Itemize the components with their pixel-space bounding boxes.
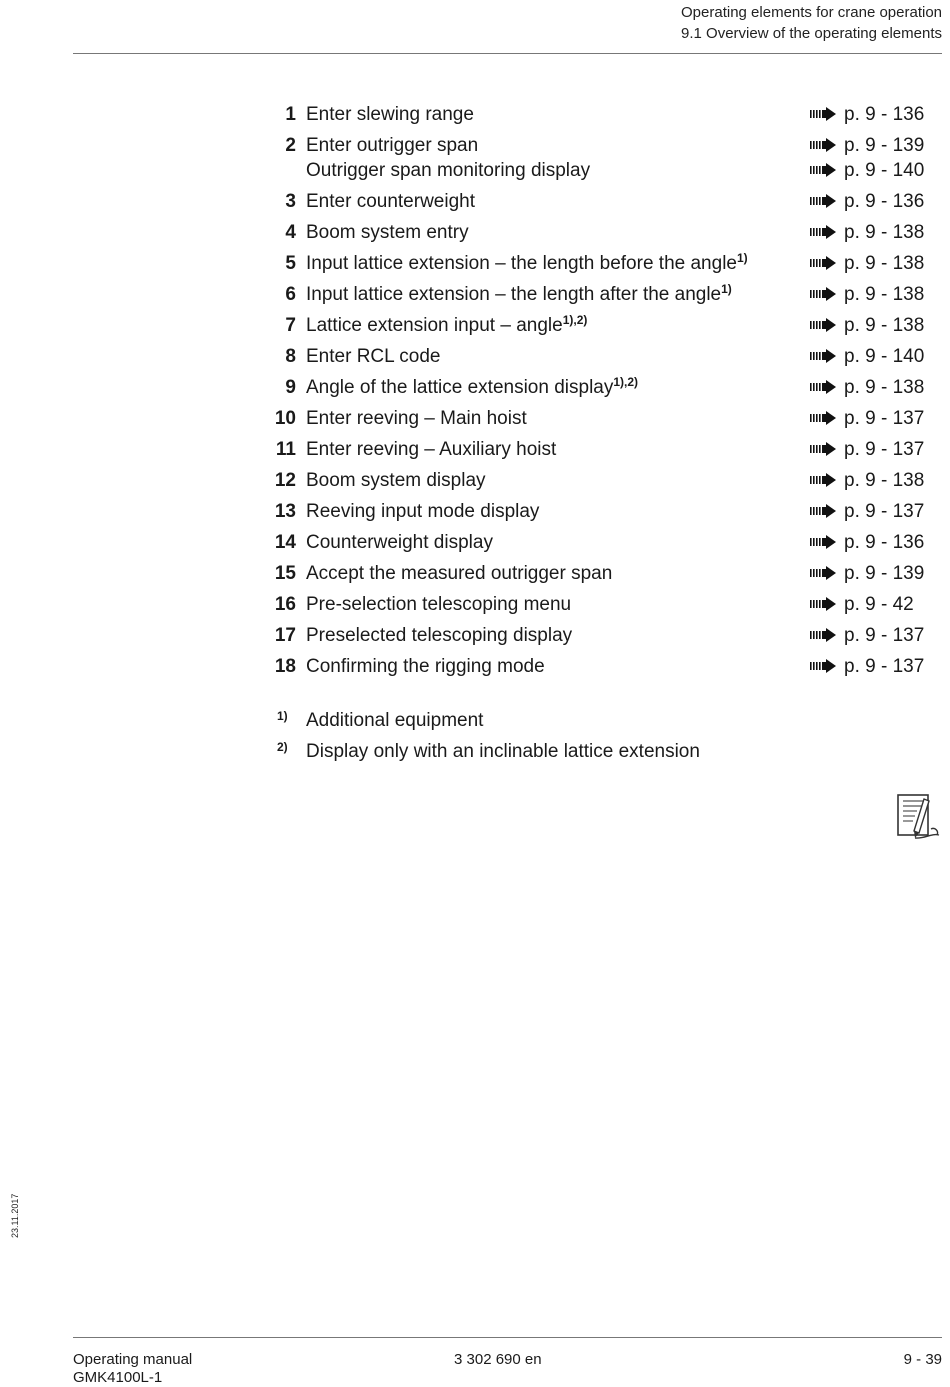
item-number: 3 [285, 191, 296, 212]
page-reference-text: p. 9 - 136 [844, 104, 925, 125]
item-label [306, 498, 539, 525]
footnote-text: Display only with an inclinable lattice extension [306, 741, 700, 762]
item-label [306, 101, 474, 128]
item-label [306, 436, 556, 463]
reference-arrow-icon [810, 163, 836, 177]
footnote-ref: 1) [721, 282, 732, 296]
reference-arrow-icon [810, 349, 836, 363]
page-reference[interactable] [810, 250, 924, 277]
item-label-text: Accept the measured outrigger span [306, 563, 613, 584]
reference-arrow-icon [810, 628, 836, 642]
page-reference-text: p. 9 - 136 [844, 532, 925, 553]
page-reference-text: p. 9 - 136 [844, 191, 925, 212]
page-reference-text: p. 9 - 138 [844, 253, 925, 274]
item-number: 12 [274, 470, 296, 491]
item-label-text: Input lattice extension – the length after the angle [306, 284, 722, 305]
item-number: 9 [285, 377, 296, 398]
footnote-mark: 1) [277, 709, 288, 723]
item-number: 17 [274, 625, 296, 646]
item-label-text: Enter reeving – Auxiliary hoist [306, 439, 557, 460]
list-item [262, 436, 930, 467]
page-reference[interactable] [810, 188, 924, 215]
page-reference-text: p. 9 - 137 [844, 656, 925, 677]
item-number: 6 [285, 284, 296, 305]
reference-arrow-icon [810, 194, 836, 208]
page-reference[interactable] [810, 498, 924, 525]
list-item [262, 188, 930, 219]
page-reference[interactable] [810, 591, 914, 618]
item-label [306, 653, 545, 680]
page-reference[interactable] [810, 281, 924, 308]
page-reference[interactable] [810, 622, 924, 649]
page-reference[interactable] [810, 374, 924, 401]
item-label-text: Lattice extension input – angle [306, 315, 563, 336]
page-reference-text: p. 9 - 138 [844, 222, 925, 243]
reference-arrow-icon [810, 659, 836, 673]
list-item [262, 281, 930, 312]
item-label-text: Boom system entry [306, 222, 469, 243]
footer-manual: Operating manual [73, 1351, 193, 1368]
item-label-text: Pre-selection telescoping menu [306, 594, 572, 615]
chapter-title: Operating elements for crane operation [681, 4, 942, 21]
reference-arrow-icon [810, 256, 836, 270]
page-reference[interactable] [810, 157, 924, 184]
footnote-ref: 1) [736, 251, 748, 265]
page-reference-text: p. 9 - 42 [844, 594, 914, 615]
list-item [262, 653, 930, 684]
reference-arrow-icon [810, 535, 836, 549]
list-item [262, 312, 930, 343]
item-number: 10 [274, 408, 296, 429]
item-label [306, 188, 475, 215]
page-reference-text: p. 9 - 137 [844, 625, 925, 646]
item-label-text: Counterweight display [306, 532, 493, 553]
item-label-secondary: Outrigger span monitoring display [306, 160, 591, 181]
list-item [262, 101, 930, 132]
item-number: 8 [285, 346, 296, 367]
page-reference-text: p. 9 - 138 [844, 377, 925, 398]
item-label [306, 374, 638, 401]
item-number: 2 [285, 135, 296, 156]
item-number: 5 [285, 253, 296, 274]
item-number: 15 [274, 563, 296, 584]
list-item [262, 622, 930, 653]
page-reference[interactable] [810, 560, 924, 587]
page-reference-text: p. 9 - 139 [844, 563, 925, 584]
item-label-text: Preselected telescoping display [306, 625, 573, 646]
page-reference[interactable] [810, 405, 924, 432]
item-label [306, 250, 748, 277]
item-label [306, 405, 527, 432]
page-reference-text: p. 9 - 137 [844, 501, 925, 522]
footnotes [262, 707, 862, 769]
item-number: 7 [285, 315, 296, 336]
item-label-text: Confirming the rigging mode [306, 656, 545, 677]
list-item [262, 467, 930, 498]
item-label [306, 343, 440, 370]
list-item [262, 591, 930, 622]
footer-rule [73, 1337, 942, 1338]
item-label-text: Enter reeving – Main hoist [306, 408, 527, 429]
reference-arrow-icon [810, 318, 836, 332]
list-item [262, 498, 930, 529]
section-title: 9.1 Overview of the operating elements [681, 25, 942, 42]
page-reference[interactable] [810, 132, 924, 159]
list-item [262, 250, 930, 281]
reference-arrow-icon [810, 597, 836, 611]
item-number: 18 [274, 656, 296, 677]
item-label-text: Enter slewing range [306, 104, 474, 125]
operating-elements-list [262, 101, 930, 684]
footnote-ref: 1),2) [613, 375, 639, 389]
page-reference-text: p. 9 - 138 [844, 284, 925, 305]
reference-arrow-icon [810, 107, 836, 121]
item-label [306, 281, 732, 308]
list-item [262, 560, 930, 591]
footnote-mark: 2) [277, 740, 288, 754]
page-reference[interactable] [810, 101, 924, 128]
reference-arrow-icon [810, 411, 836, 425]
page-reference-text: p. 9 - 139 [844, 135, 925, 156]
item-label-text: Reeving input mode display [306, 501, 540, 522]
item-number: 1 [285, 104, 296, 125]
reference-arrow-icon [810, 442, 836, 456]
page-reference-text: p. 9 - 140 [844, 346, 925, 367]
reference-arrow-icon [810, 473, 836, 487]
page-reference[interactable] [810, 467, 924, 494]
reference-arrow-icon [810, 287, 836, 301]
side-date: 23.11.2017 [10, 1193, 20, 1238]
item-number: 4 [285, 222, 296, 243]
footnote [262, 707, 862, 738]
reference-arrow-icon [810, 138, 836, 152]
item-label-text: Boom system display [306, 470, 486, 491]
item-number: 11 [275, 439, 296, 460]
item-number: 13 [274, 501, 296, 522]
list-item [262, 132, 930, 188]
reference-arrow-icon [810, 225, 836, 239]
item-label [306, 560, 612, 587]
item-label-text: Enter outrigger span [306, 135, 479, 156]
page-reference-text: p. 9 - 137 [844, 439, 925, 460]
page-reference[interactable] [810, 436, 924, 463]
page-number: 9 - 39 [903, 1351, 942, 1368]
item-label [306, 219, 469, 246]
item-number: 16 [274, 594, 296, 615]
item-label-text: Angle of the lattice extension display [306, 377, 614, 398]
page-reference-text: p. 9 - 138 [844, 470, 925, 491]
page-reference[interactable] [810, 653, 924, 680]
list-item [262, 529, 930, 560]
footer-left [73, 1351, 192, 1387]
list-item [262, 374, 930, 405]
item-label [306, 132, 478, 159]
list-item [262, 405, 930, 436]
footnote-ref: 1),2) [562, 313, 588, 327]
item-label-text: Enter counterweight [306, 191, 475, 212]
page-header [681, 2, 942, 44]
item-label [306, 312, 587, 339]
footnote [262, 738, 862, 769]
page-reference-text: p. 9 - 137 [844, 408, 925, 429]
reference-arrow-icon [810, 380, 836, 394]
page-reference-text: p. 9 - 140 [844, 160, 925, 181]
item-label [306, 529, 493, 556]
footer-model: GMK4100L-1 [73, 1369, 163, 1386]
header-rule [73, 53, 942, 54]
manual-notes-icon [895, 793, 941, 841]
list-item [262, 219, 930, 250]
reference-arrow-icon [810, 566, 836, 580]
page-reference[interactable] [810, 529, 924, 556]
page-reference[interactable] [810, 219, 924, 246]
item-label [306, 591, 571, 618]
footnote-text: Additional equipment [306, 710, 484, 731]
reference-arrow-icon [810, 504, 836, 518]
item-label [306, 467, 486, 494]
page-reference[interactable] [810, 312, 924, 339]
item-number: 14 [274, 532, 296, 553]
item-label-text: Input lattice extension – the length before the angle [306, 253, 737, 274]
item-label-text: Enter RCL code [306, 346, 441, 367]
footer-doc-number: 3 302 690 en [454, 1351, 542, 1368]
page-reference[interactable] [810, 343, 924, 370]
list-item [262, 343, 930, 374]
page-reference-text: p. 9 - 138 [844, 315, 925, 336]
item-label [306, 622, 572, 649]
